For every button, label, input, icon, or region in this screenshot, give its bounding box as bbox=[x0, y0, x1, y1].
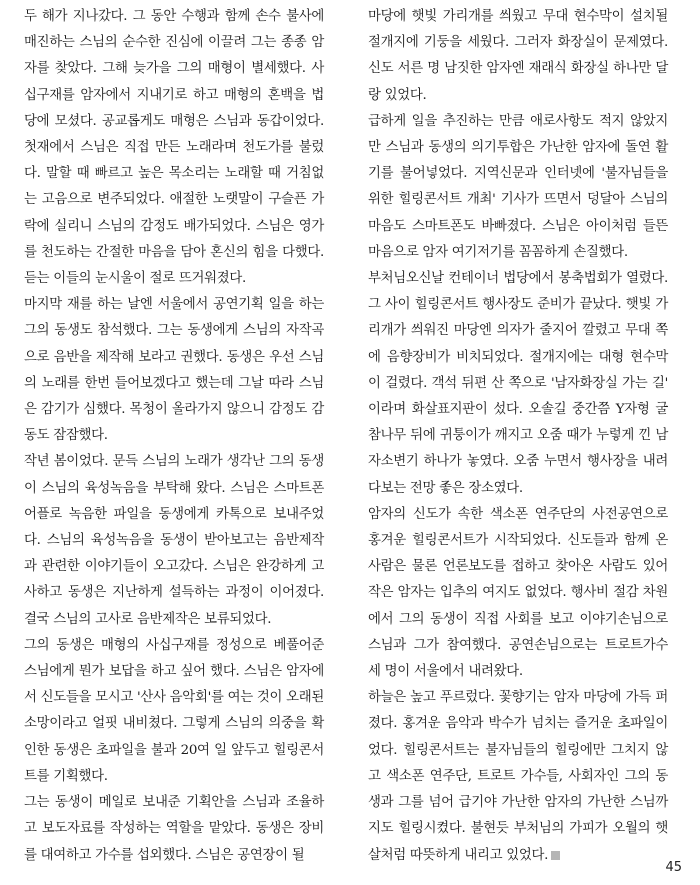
paragraph: 작년 봄이었다. 문득 스님의 노래가 생각난 그의 동생이 스님의 육성녹음을 부탁해 왔다. 스님은 스마트폰 어플로 녹음한 파일을 동생에게 카톡으로 보내주었다. 스님의 육성녹음을 동생이 받아보고는 음반제작과 관련한 이야기들이 오고갔다. 스님은 완강하게 고사하고 동생은 지난하게 설득하는 과정이 이어졌다. 결국 스님의 고사로 음반제작은 보류되었다. bbox=[24, 454, 324, 627]
paragraph: 마지막 재를 하는 날엔 서울에서 공연기획 일을 하는 그의 동생도 참석했다. 그는 동생에게 스님의 자작곡으로 음반을 제작해 보라고 권했다. 동생은 우선 스님의 노래를 한번 들어보겠다고 했는데 그날 따라 스님은 감기가 심했다. 목청이 올라가지 않으니 감정도 감동도 잠잠했다. bbox=[24, 297, 324, 444]
paragraph: 마당에 햇빛 가리개를 씌웠고 무대 현수막이 설치될 절개지에 기둥을 세웠다. 그러자 화장실이 문제였다. 신도 서른 명 남짓한 암자엔 재래식 화장실 하나만 달랑 있었다. bbox=[368, 9, 668, 103]
paragraph: 부처님오신날 컨테이너 법당에서 봉축법회가 열렸다. 그 사이 힐링콘서트 행사장도 준비가 끝났다. 햇빛 가리개가 씌워진 마당엔 의자가 줄지어 깔렸고 무대 쪽에 음향장비가 비치되었다. 절개지에는 대형 현수막이 걸렸다. 객석 뒤편 산 쪽으로 '남자화장실 가는 길' 이라며 화살표지판이 섰다. 오솔길 중간쯤 Y자형 굴참나무 뒤에 귀퉁이가 깨지고 오줌 때가 누렇게 낀 남자소변기 하나가 놓였다. 오줌 누면서 행사장을 내려다보는 전망 좋은 장소였다. bbox=[368, 271, 668, 496]
end-mark-icon bbox=[551, 851, 560, 860]
page-number: 45 bbox=[665, 860, 682, 875]
paragraph: 두 해가 지나갔다. 그 동안 수행과 함께 손수 불사에 매진하는 스님의 순수한 진심에 이끌려 그는 종종 암자를 찾았다. 그해 늦가을 그의 매형이 별세했다. 사십구재를 암자에서 지내기로 하고 매형의 혼백을 법당에 모셨다. 공교롭게도 매형은 스님과 동갑이었다. 첫재에서 스님은 직접 만든 노래라며 천도가를 불렀다. 말할 때 빠르고 높은 목소리는 노래할 때 거침없는 고음으로 변주되었다. 애절한 노랫말이 구슬픈 가락에 실리니 스님의 감정도 배가되었다. 스님은 영가를 천도하는 간절한 마음을 담아 혼신의 힘을 다했다. 듣는 이들의 눈시울이 절로 뜨거워졌다. bbox=[24, 9, 324, 287]
paragraph-text: 하늘은 높고 푸르렀다. 꽃향기는 암자 마당에 가득 퍼졌다. 홍겨운 음악과 박수가 넘치는 즐거운 초파일이었다. 힐링콘서트는 불자님들의 힐링에만 그치지 않고 색소폰 연주단, 트로트 가수들, 사회자인 그의 동생과 그를 넘어 급기야 가난한 암자의 가난한 스님까지도 힐링시켰다. 불현듯 부처님의 가피가 오월의 햇살처럼 따뜻하게 내리고 있었다. bbox=[368, 690, 668, 863]
article-column-left bbox=[24, 4, 324, 869]
paragraph-last bbox=[368, 685, 668, 868]
paragraph: 그는 동생이 메일로 보내준 기획안을 스님과 조율하고 보도자료를 작성하는 역할을 맡았다. 동생은 장비를 대여하고 가수를 섭외했다. 스님은 공연장이 될 bbox=[24, 795, 324, 863]
paragraph: 급하게 일을 추진하는 만큼 애로사항도 적지 않았지만 스님과 동생의 의기투합은 가난한 암자에 돌연 활기를 불어넣었다. 지역신문과 인터넷에 '불자님들을 위한 힐링콘서트 개최' 기사가 뜨면서 덩달아 스님의 마음도 스마트폰도 바빠졌다. 스님은 아이처럼 들뜬 마음으로 암자 여기저기를 꼼꼼하게 손질했다. bbox=[368, 113, 668, 260]
article-column-right bbox=[368, 4, 668, 869]
paragraph: 암자의 신도가 속한 색소폰 연주단의 사전공연으로 홍겨운 힐링콘서트가 시작되었다. 신도들과 함께 온 사람은 물론 언론보도를 접하고 찾아온 사람도 있어 작은 암자는 입추의 여지도 없었다. 행사비 절감 차원에서 그의 동생이 직접 사회를 보고 이야기손님으로 스님과 그가 참여했다. 공연손님으로는 트로트가수 세 명이 서울에서 내려왔다. bbox=[368, 506, 668, 680]
paragraph: 그의 동생은 매형의 사십구재를 정성으로 베풀어준 스님에게 뭔가 보답을 하고 싶어 했다. 스님은 암자에서 신도들을 모시고 '산사 음악회'를 여는 것이 오래된 소망이라고 얼핏 내비쳤다. 그렇게 스님의 의중을 확인한 동생은 초파일을 불과 20여 일 앞두고 힐링콘서트를 기획했다. bbox=[24, 637, 324, 784]
